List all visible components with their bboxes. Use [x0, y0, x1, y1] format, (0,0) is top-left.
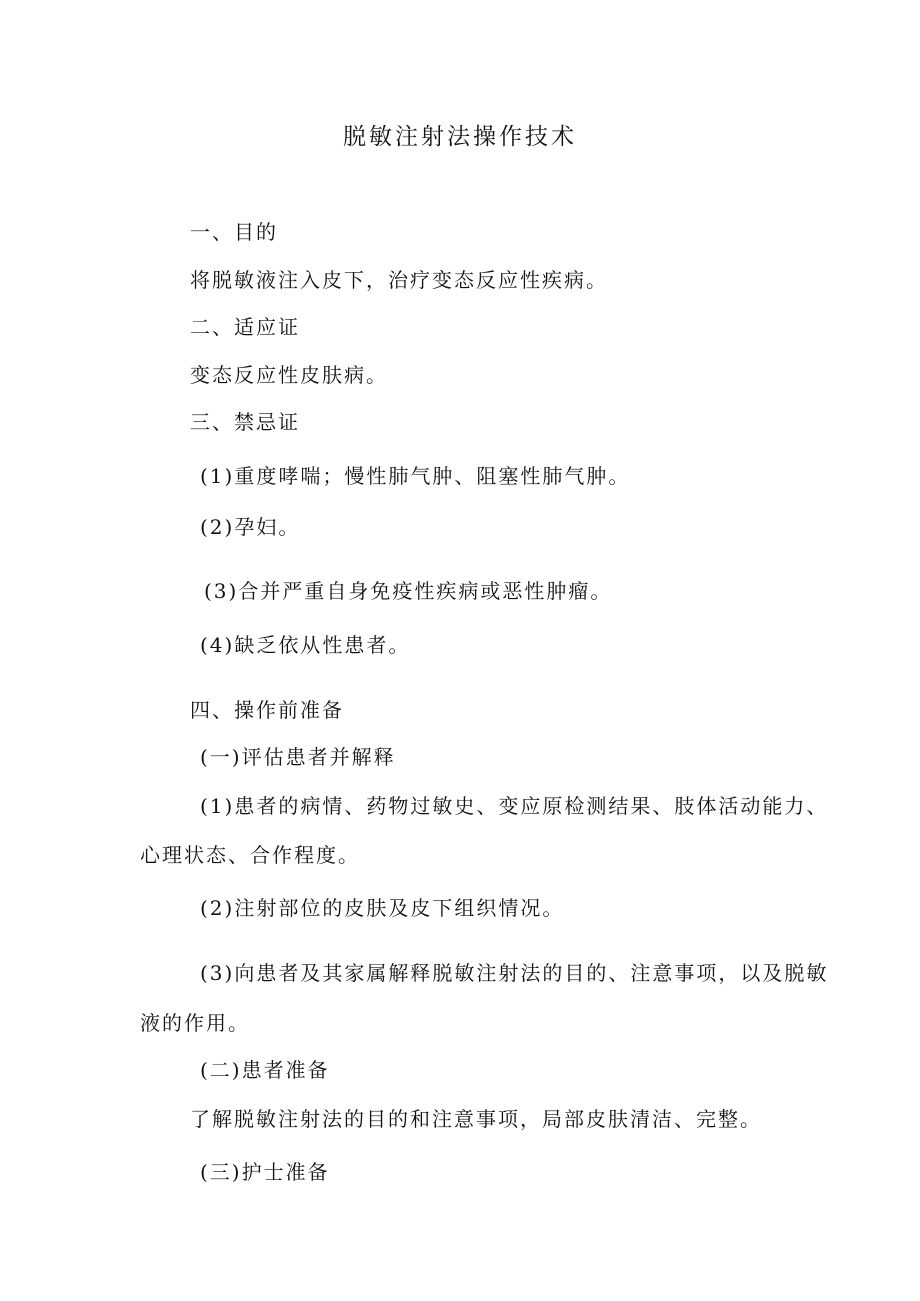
contraindication-item-1: (1)重度哮喘；慢性肺气肿、阻塞性肺气肿。 — [200, 464, 631, 488]
assess-item-1-line-1: (1)患者的病情、药物过敏史、变应原检测结果、肢体活动能力、 — [200, 794, 829, 818]
paragraph-indications: 变态反应性皮肤病。 — [190, 363, 388, 387]
contraindication-item-4: (4)缺乏依从性患者。 — [200, 633, 411, 657]
heading-contraindications: 三、禁忌证 — [190, 410, 300, 434]
subheading-nurse-preparation: (三)护士准备 — [200, 1160, 330, 1184]
document-title: 脱敏注射法操作技术 — [343, 124, 577, 150]
assess-item-3-line-1: (3)向患者及其家属解释脱敏注射法的目的、注意事项，以及脱敏 — [200, 961, 829, 985]
assess-item-3-line-2: 液的作用。 — [140, 1011, 250, 1035]
assess-item-2: (2)注射部位的皮肤及皮下组织情况。 — [200, 896, 565, 920]
contraindication-item-3: (3)合并严重自身免疫性疾病或恶性肿瘤。 — [204, 579, 613, 603]
heading-indications: 二、适应证 — [190, 315, 300, 339]
heading-purpose: 一、目的 — [190, 220, 278, 244]
heading-preparation: 四、操作前准备 — [190, 698, 344, 722]
paragraph-patient-preparation: 了解脱敏注射法的目的和注意事项，局部皮肤清洁、完整。 — [190, 1107, 762, 1131]
subheading-assess-patient: (一)评估患者并解释 — [200, 745, 396, 769]
paragraph-purpose: 将脱敏液注入皮下，治疗变态反应性疾病。 — [190, 268, 608, 292]
assess-item-1-line-2: 心理状态、合作程度。 — [140, 843, 360, 867]
subheading-patient-preparation: (二)患者准备 — [200, 1058, 330, 1082]
contraindication-item-2: (2)孕妇。 — [200, 515, 301, 539]
